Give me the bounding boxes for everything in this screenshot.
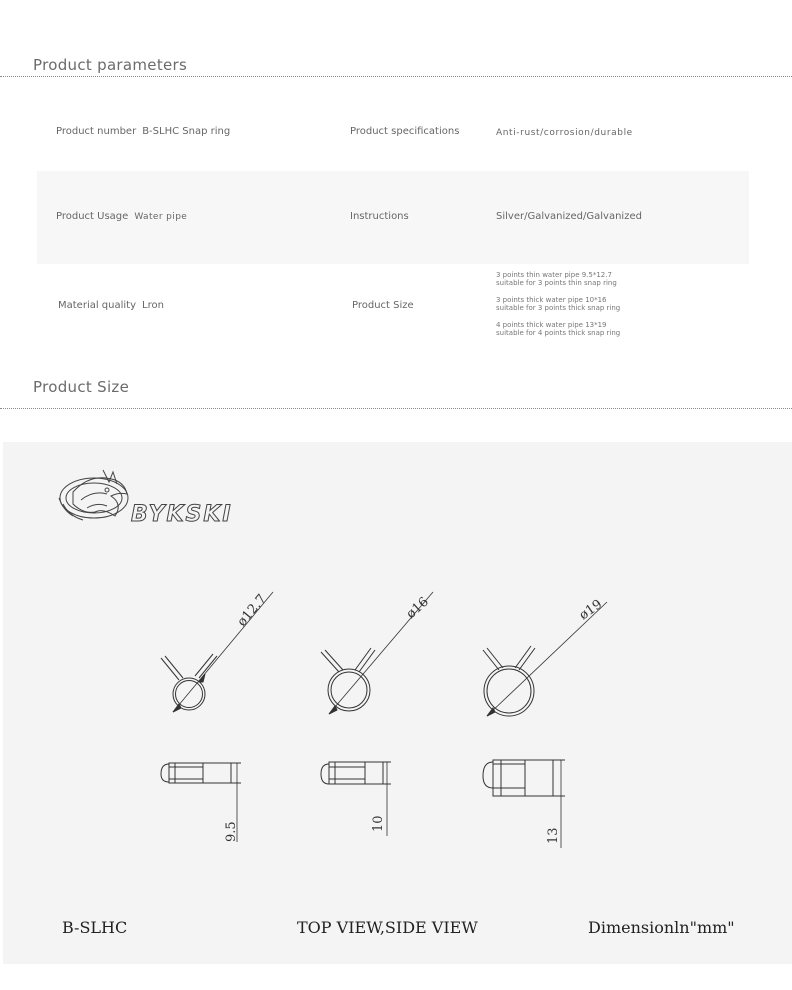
param-label: Material quality	[58, 300, 137, 311]
divider	[0, 76, 792, 77]
param-product-specifications-value: Anti-rust/corrosion/durable	[496, 128, 633, 138]
size-line-group	[496, 271, 620, 287]
diameter-label: ø12.7	[234, 591, 270, 630]
size-line: 3 points thin water pipe 9.5*12.7	[496, 271, 612, 279]
param-product-size-lines	[496, 271, 620, 346]
param-label: Product Usage	[56, 211, 129, 222]
param-value: Lron	[142, 300, 164, 311]
param-value: Water pipe	[134, 212, 188, 222]
footer-model: B-SLHC	[62, 918, 128, 937]
param-material-quality	[58, 300, 164, 311]
diameter-label: ø19	[576, 597, 606, 624]
dragon-icon	[59, 470, 128, 520]
size-line: 3 points thick water pipe 10*16	[496, 296, 607, 304]
size-line-group	[496, 296, 620, 312]
divider	[0, 408, 792, 409]
size-line: 4 points thick water pipe 13*19	[496, 321, 607, 329]
param-product-number	[56, 126, 230, 137]
param-instructions-label: Instructions	[350, 211, 409, 222]
footer-view: TOP VIEW,SIDE VIEW	[297, 918, 478, 937]
param-product-size-label: Product Size	[352, 300, 414, 311]
param-value: B-SLHC Snap ring	[142, 126, 231, 137]
diameter-label: ø16	[403, 594, 432, 622]
diagram-svg	[3, 442, 792, 964]
size-line: suitable for 3 points thick snap ring	[496, 304, 621, 312]
brand-logo	[59, 470, 233, 527]
dimension-diagram	[3, 442, 792, 964]
param-instructions-value: Silver/Galvanized/Galvanized	[496, 211, 642, 222]
height-label: 10	[371, 815, 386, 832]
size-line-group	[496, 321, 620, 337]
brand-name: BYKSKI	[131, 502, 233, 527]
param-label: Product number	[56, 126, 137, 137]
section-title-parameters: Product parameters	[33, 56, 188, 74]
size-line: suitable for 4 points thick snap ring	[496, 329, 621, 337]
param-product-usage	[56, 211, 187, 222]
section-title-size: Product Size	[33, 378, 130, 396]
height-label: 9.5	[224, 821, 239, 842]
height-label: 13	[546, 827, 561, 844]
size-line: suitable for 3 points thin snap ring	[496, 279, 617, 287]
footer-units: Dimensionln"mm"	[588, 918, 735, 937]
param-product-specifications-label: Product specifications	[350, 126, 460, 137]
